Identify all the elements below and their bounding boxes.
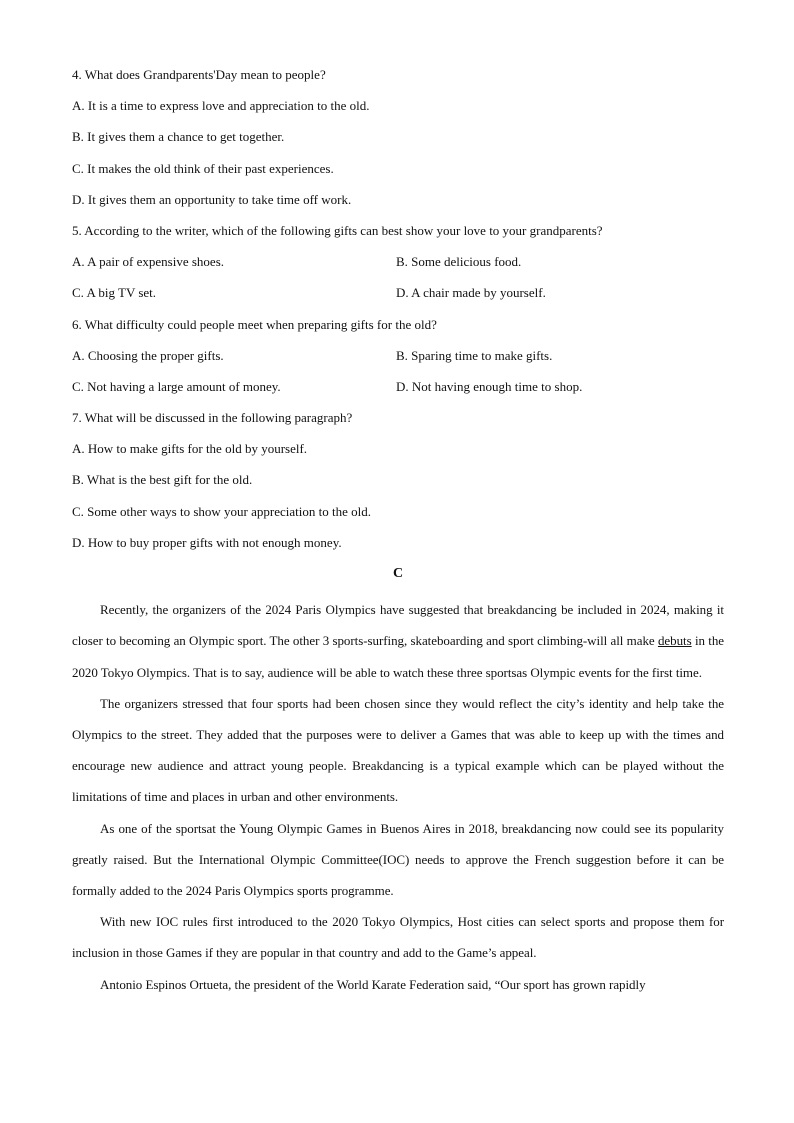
question-6-option-d: D. Not having enough time to shop. (396, 378, 583, 394)
question-6-option-c: C. Not having a large amount of money. (72, 378, 281, 394)
question-7-option-b: B. What is the best gift for the old. (72, 472, 253, 488)
passage-paragraph-3: As one of the sportsat the Young Olympic Games in Buenos Aires in 2018, breakdancing now could see its popularity greatly raised. But the International Olympic Committee(IOC) needs to approve the French suggestion before it can be formally added to the 2024 Paris Olympics sports programme. (72, 820, 724, 899)
passage-paragraph-4: With new IOC rules first introduced to the 2020 Tokyo Olympics, Host cities can select sports and propose them for inclusion in those Games if they are popular in that country and add to the Game’s appeal. (72, 914, 724, 961)
passage-p1-text-after: in the 2020 Tokyo Olympics. That is to say, audience will be able to watch these three sportsas Olympic events for the first time. (72, 633, 725, 680)
passage-paragraph-5: Antonio Espinos Ortueta, the president of the World Karate Federation said, “Our sport has grown rapidly (100, 976, 646, 992)
question-6-options-row-2 (72, 376, 724, 407)
passage-paragraph-1 (72, 594, 724, 688)
question-5-option-a: A. A pair of expensive shoes. (72, 254, 225, 270)
question-5-option-c: C. A big TV set. (72, 285, 157, 301)
exam-page (72, 64, 724, 1000)
passage-paragraph-2: The organizers stressed that four sports had been chosen since they would reflect the city’s identity and help take the Olympics to the street. They added that the purposes were to deliver a Games that was able to keep up with the times and encourage new audience and attract young people. Breakdancing is a typical example which can be played without the limitations of time and places in urban and other environments. (72, 695, 724, 805)
question-5-option-d: D. A chair made by yourself. (396, 285, 546, 301)
question-6-option-b: B. Sparing time to make gifts. (396, 347, 553, 363)
question-5-options-row-1 (72, 251, 724, 282)
question-4-option-b: B. It gives them a chance to get together. (72, 129, 285, 145)
question-7-option-a: A. How to make gifts for the old by yourself. (72, 441, 308, 457)
question-6-option-a: A. Choosing the proper gifts. (72, 347, 224, 363)
question-4-option-a: A. It is a time to express love and appreciation to the old. (72, 98, 370, 114)
question-5-options-row-2 (72, 282, 724, 313)
question-4-stem: 4. What does Grandparents'Day mean to people? (72, 67, 326, 82)
question-7-option-c: C. Some other ways to show your appreciation to the old. (72, 503, 371, 519)
question-7-option-d: D. How to buy proper gifts with not enough money. (72, 534, 342, 550)
question-5-option-b: B. Some delicious food. (396, 254, 522, 270)
question-6-options-row-1 (72, 345, 724, 376)
passage-p1-text-before: Recently, the organizers of the 2024 Paris Olympics have suggested that breakdancing be included in 2024, making it closer to becoming an Olympic sport. The other 3 sports-surfing, skateboarding and sport climbing-will all make (72, 602, 724, 649)
question-7-stem: 7. What will be discussed in the following paragraph? (72, 410, 353, 426)
passage-title: C (392, 566, 404, 581)
question-6-stem: 6. What difficulty could people meet when preparing gifts for the old? (72, 316, 437, 332)
question-4-option-d: D. It gives them an opportunity to take time off work. (72, 191, 352, 207)
underlined-word-debuts: debuts (657, 633, 692, 649)
question-5-stem: 5. According to the writer, which of the following gifts can best show your love to your grandparents? (72, 222, 603, 238)
question-4-option-c: C. It makes the old think of their past experiences. (72, 160, 334, 176)
